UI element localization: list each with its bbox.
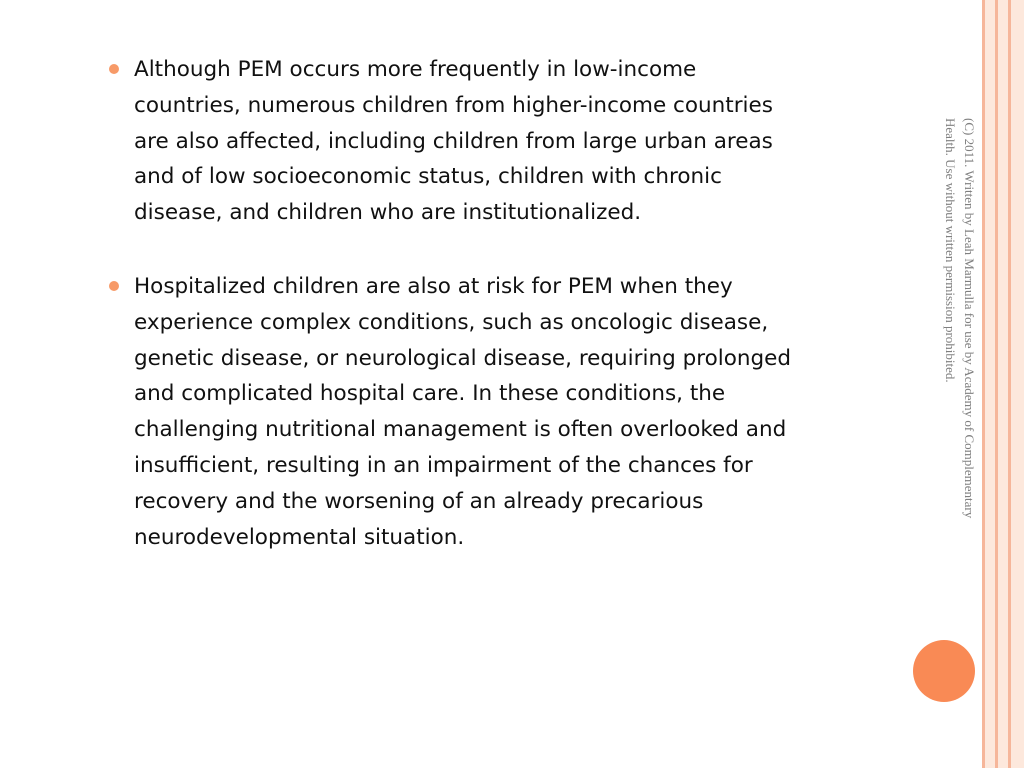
text-line: recovery and the worsening of an already precarious	[134, 488, 704, 514]
text-line: Hospitalized children are also at risk for PEM when they	[134, 273, 733, 299]
text-line: countries, numerous children from higher-income countries	[134, 92, 773, 118]
slide-content	[96, 52, 886, 593]
text-line: genetic disease, or neurological disease, requiring prolonged	[134, 345, 792, 371]
copyright-line: Health. Use without written permission prohibited.	[943, 118, 958, 383]
text-line: and complicated hospital care. In these conditions, the	[134, 381, 726, 407]
bullet-text	[134, 52, 886, 231]
text-line: are also affected, including children from large urban areas	[134, 128, 773, 154]
text-line: Although PEM occurs more frequently in low-income	[134, 57, 697, 82]
text-line: insufficient, resulting in an impairment of the chances for	[134, 452, 753, 478]
bullet-text	[134, 269, 886, 555]
decorative-stripes	[982, 0, 1024, 768]
text-line: neurodevelopmental situation.	[134, 524, 465, 550]
copyright-notice	[935, 118, 979, 628]
bullet-dot-icon	[109, 64, 119, 74]
copyright-line: (C) 2011. Written by Leah Marmulla for use by Academy of Complementary	[962, 118, 977, 519]
bullet-list	[96, 52, 886, 555]
text-line: experience complex conditions, such as oncologic disease,	[134, 309, 769, 335]
stripe	[1011, 0, 1024, 768]
text-line: challenging nutritional management is often overlooked and	[134, 417, 787, 443]
bullet-item	[96, 269, 886, 555]
stripe	[998, 0, 1008, 768]
decorative-circle	[913, 640, 975, 702]
bullet-dot-icon	[109, 281, 119, 291]
text-line: and of low socioeconomic status, children with chronic	[134, 164, 722, 190]
bullet-item	[96, 52, 886, 231]
stripe	[985, 0, 995, 768]
text-line: disease, and children who are institutionalized.	[134, 200, 642, 226]
